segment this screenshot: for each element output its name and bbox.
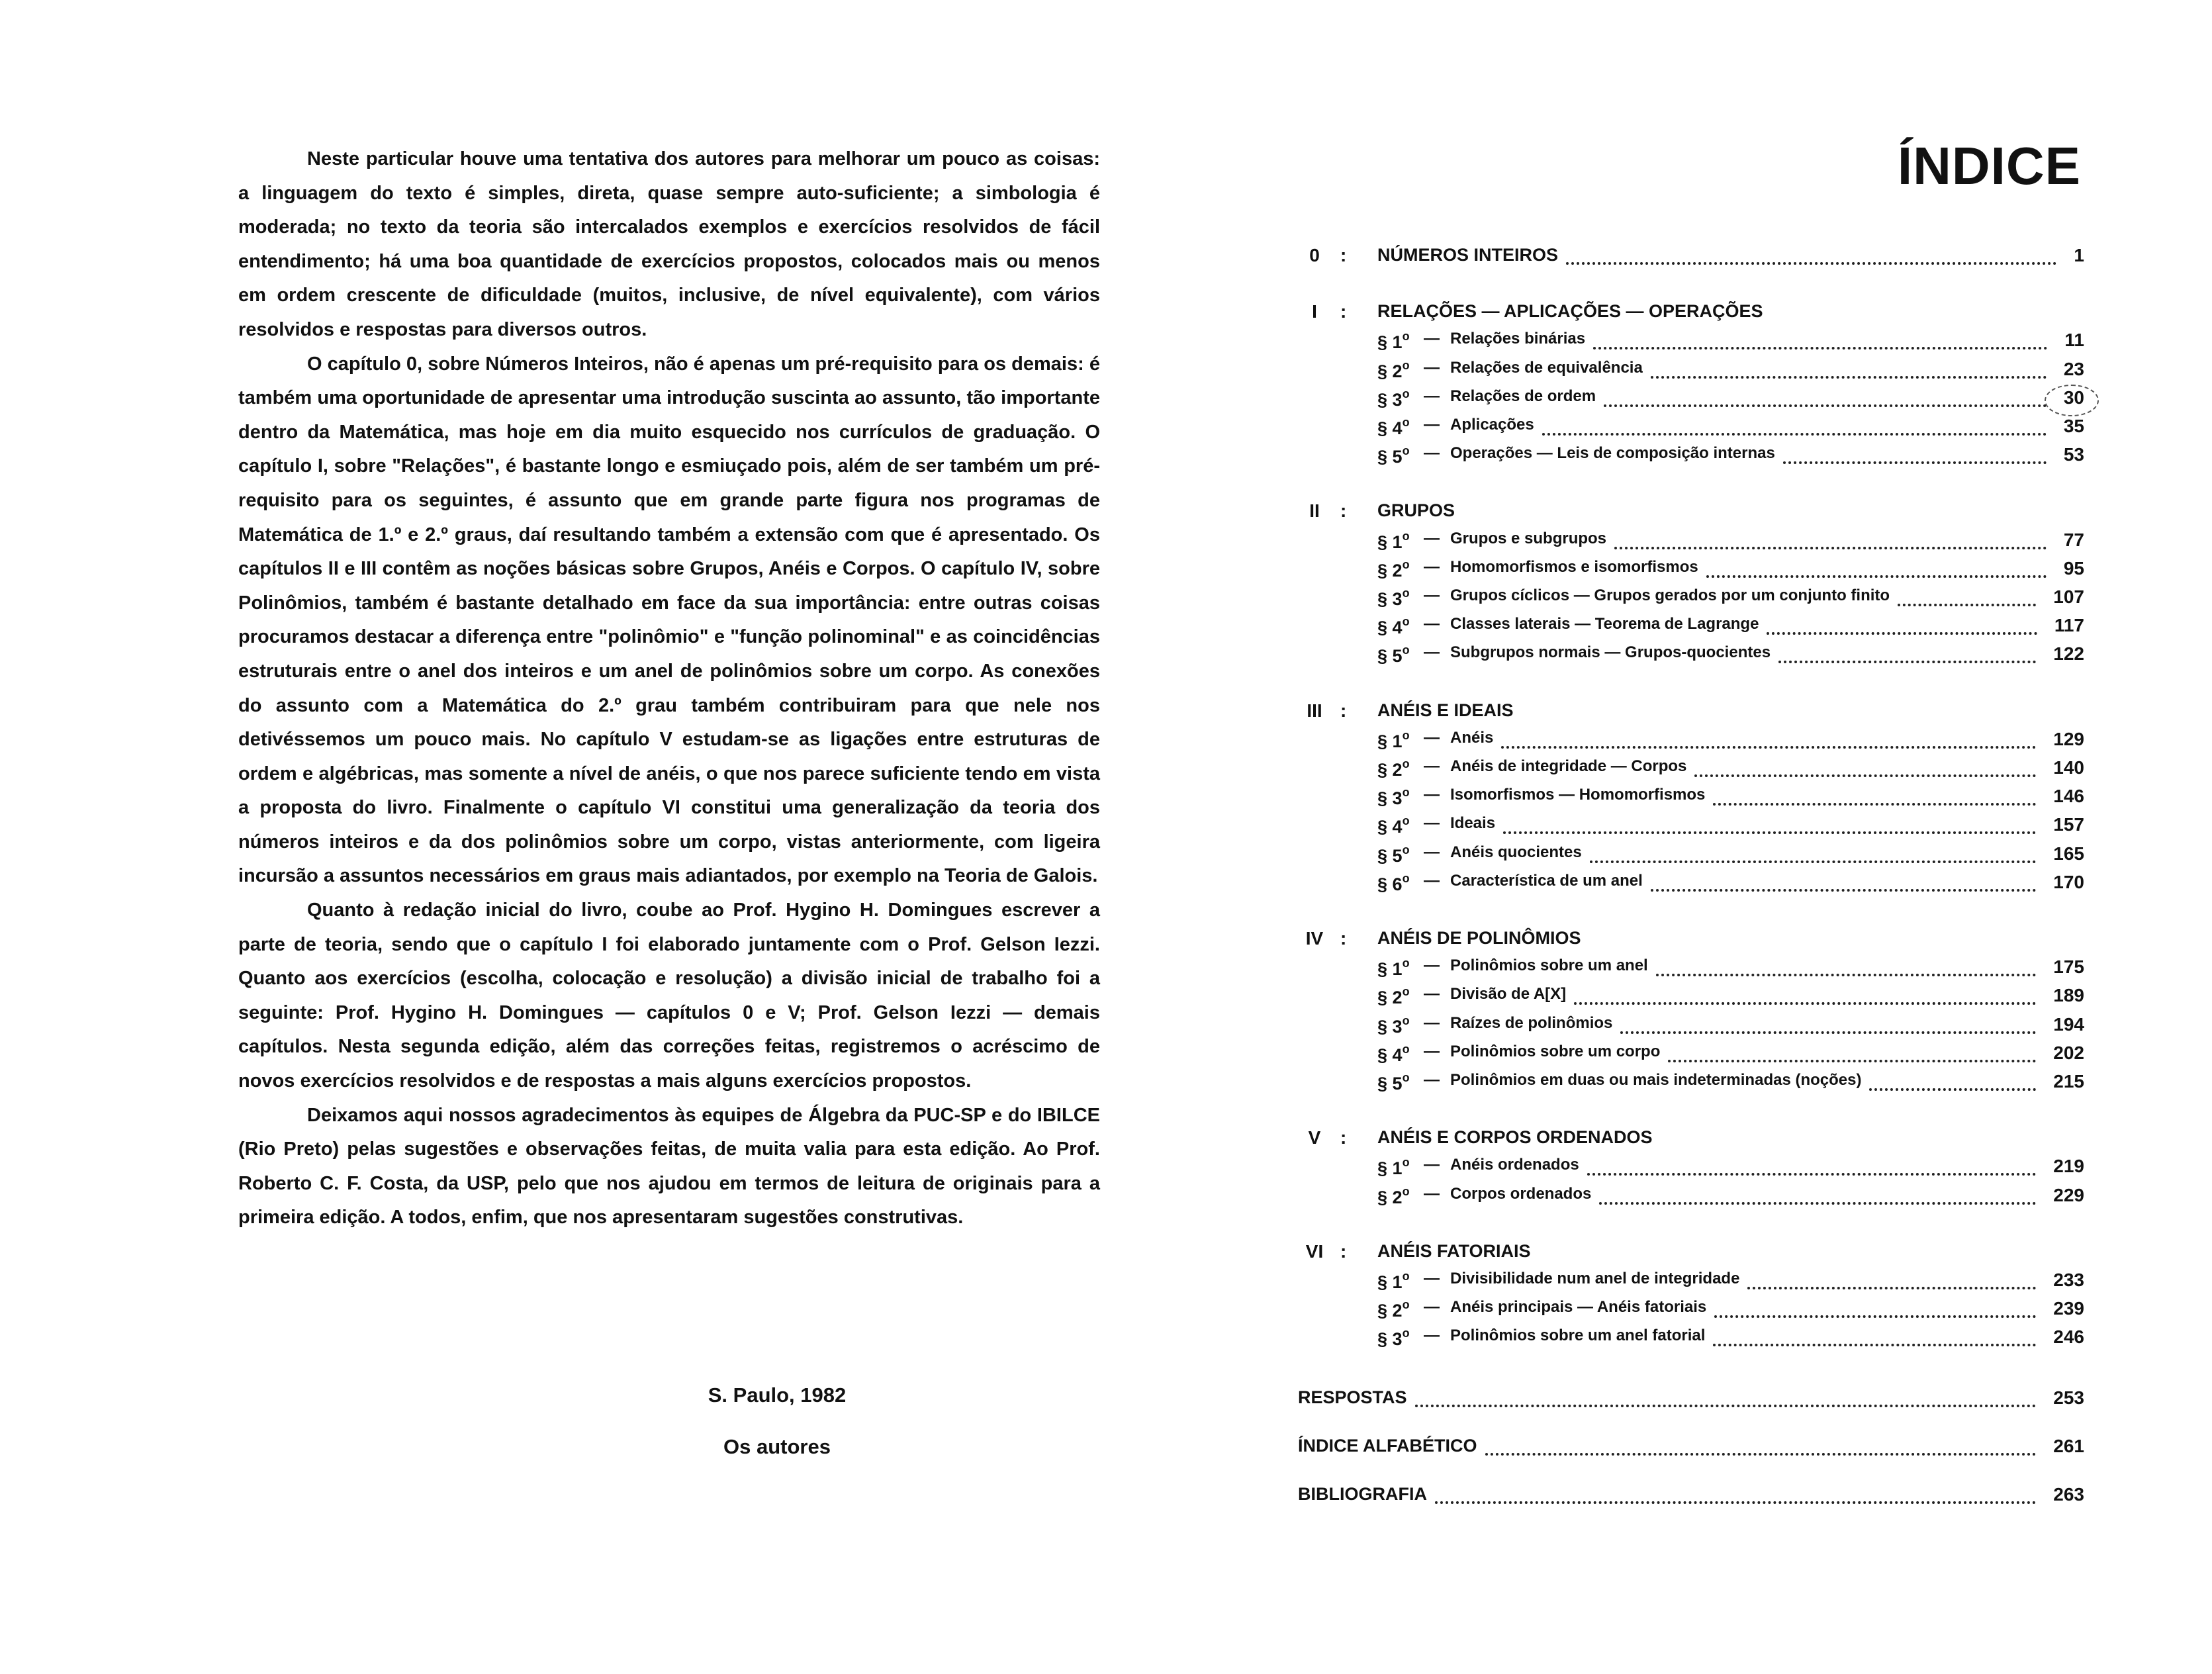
leader-dots bbox=[1593, 344, 2047, 349]
toc-endmatter-row bbox=[1298, 1484, 2084, 1511]
section-index: 2 bbox=[1387, 988, 1403, 1008]
leader-dots bbox=[1714, 1313, 2036, 1318]
toc-section-row bbox=[1298, 872, 2084, 898]
page-number: 77 bbox=[2063, 529, 2084, 550]
toc-section-row bbox=[1298, 444, 2084, 471]
section-symbol: § bbox=[1377, 618, 1388, 638]
dash: — bbox=[1424, 1013, 1440, 1032]
dash: — bbox=[1424, 444, 1440, 463]
toc-chapter-row bbox=[1298, 500, 2084, 527]
section-symbol: § bbox=[1377, 788, 1388, 809]
section-index: 2 bbox=[1387, 760, 1403, 780]
toc-section-row bbox=[1298, 956, 2084, 983]
dash: — bbox=[1424, 728, 1440, 747]
dash: — bbox=[1424, 814, 1440, 833]
chapter-title: NÚMEROS INTEIROS bbox=[1377, 245, 1562, 265]
toc-section-row bbox=[1298, 1071, 2084, 1097]
section-index: 4 bbox=[1387, 618, 1403, 638]
section-index: 2 bbox=[1387, 1187, 1403, 1207]
section-title: Homomorfismos e isomorfismos bbox=[1450, 558, 1702, 577]
section-symbol: § bbox=[1377, 1074, 1388, 1093]
chapter-title: ANÉIS DE POLINÔMIOS bbox=[1377, 928, 1585, 949]
toc-section-row bbox=[1298, 786, 2084, 812]
preface-text bbox=[238, 142, 1100, 1235]
page-number: 239 bbox=[2053, 1298, 2084, 1319]
dash: — bbox=[1424, 1042, 1440, 1060]
leader-dots bbox=[1574, 1000, 2036, 1005]
dash: — bbox=[1424, 1156, 1440, 1174]
separator: : bbox=[1340, 500, 1347, 522]
leader-dots bbox=[1767, 629, 2037, 635]
leader-dots bbox=[1656, 971, 2036, 976]
separator: : bbox=[1340, 1127, 1347, 1148]
page-number: 233 bbox=[2053, 1270, 2084, 1290]
section-number bbox=[1377, 530, 1410, 553]
leader-dots bbox=[1485, 1450, 2036, 1456]
ordinal-mark: o bbox=[1402, 416, 1410, 429]
section-symbol: § bbox=[1377, 874, 1388, 894]
section-number bbox=[1377, 1298, 1410, 1321]
section-index: 1 bbox=[1387, 959, 1403, 980]
section-index: 2 bbox=[1387, 1301, 1403, 1321]
section-index: 3 bbox=[1387, 788, 1403, 809]
chapter-title: ANÉIS E IDEAIS bbox=[1377, 700, 1518, 721]
ordinal-mark: o bbox=[1402, 529, 1410, 543]
section-number bbox=[1377, 586, 1410, 610]
section-number bbox=[1377, 558, 1410, 581]
section-index: 4 bbox=[1387, 418, 1403, 438]
page-number: 117 bbox=[2054, 615, 2084, 636]
leader-dots bbox=[1415, 1402, 2036, 1407]
toc-section-row bbox=[1298, 558, 2084, 584]
section-title: Subgrupos normais — Grupos-quocientes bbox=[1450, 643, 1774, 662]
ordinal-mark: o bbox=[1402, 1184, 1410, 1198]
ordinal-mark: o bbox=[1402, 1156, 1410, 1170]
toc-chapter-row bbox=[1298, 245, 2084, 271]
page-number: 253 bbox=[2053, 1387, 2084, 1408]
ordinal-mark: o bbox=[1402, 1071, 1410, 1084]
section-symbol: § bbox=[1377, 959, 1388, 980]
section-index: 5 bbox=[1387, 646, 1403, 667]
section-title: Característica de um anel bbox=[1450, 872, 1647, 890]
chapter-title: GRUPOS bbox=[1377, 500, 1459, 521]
toc-section-row bbox=[1298, 586, 2084, 613]
dash: — bbox=[1424, 786, 1440, 804]
toc-section-row bbox=[1298, 387, 2084, 414]
section-title: Grupos cíclicos — Grupos gerados por um conjunto finito bbox=[1450, 586, 1894, 605]
dash: — bbox=[1424, 416, 1440, 434]
section-index: 5 bbox=[1387, 845, 1403, 866]
section-number bbox=[1377, 1014, 1410, 1037]
chapter-numeral: III bbox=[1307, 700, 1322, 721]
leader-dots bbox=[1435, 1499, 2036, 1504]
page-number: 95 bbox=[2063, 557, 2084, 579]
toc-section-row bbox=[1298, 1043, 2084, 1069]
chapter-title: ANÉIS E CORPOS ORDENADOS bbox=[1377, 1127, 1657, 1148]
preface-paragraph: Deixamos aqui nossos agradecimentos às equipes de Álgebra da PUC-SP e do IBILCE (Rio Preto) pelas sugestões e observações feitas, de muita valia para esta edição. Ao Prof. Roberto C. F. Costa, da USP, pelo que nos ajudou em termos de leitura de originais para a primeira edição. A todos, enfim, que nos apresentaram sugestões construtivas. bbox=[238, 1104, 1100, 1229]
section-number bbox=[1377, 643, 1410, 667]
page-number: 261 bbox=[2053, 1435, 2084, 1456]
ordinal-mark: o bbox=[1402, 843, 1410, 857]
leader-dots bbox=[1542, 430, 2047, 436]
chapter-numeral: IV bbox=[1305, 928, 1324, 949]
toc-chapter-row bbox=[1298, 301, 2084, 328]
toc-chapter-row bbox=[1298, 700, 2084, 727]
ordinal-mark: o bbox=[1402, 358, 1410, 372]
section-number bbox=[1377, 729, 1410, 752]
dash: — bbox=[1424, 358, 1440, 377]
page-number: 129 bbox=[2053, 728, 2084, 749]
section-number bbox=[1377, 786, 1410, 809]
toc-chapter-row bbox=[1298, 928, 2084, 954]
leader-dots bbox=[1590, 858, 2036, 863]
leader-dots bbox=[1668, 1057, 2036, 1062]
section-symbol: § bbox=[1377, 361, 1388, 381]
toc-section-row bbox=[1298, 643, 2084, 670]
section-symbol: § bbox=[1377, 560, 1388, 581]
toc-section-row bbox=[1298, 814, 2084, 841]
leader-dots bbox=[1783, 459, 2047, 464]
dash: — bbox=[1424, 843, 1440, 861]
section-title: Aplicações bbox=[1450, 416, 1538, 434]
preface-paragraph: O capítulo 0, sobre Números Inteiros, não é apenas um pré-requisito para os demais: é também uma oportunidade de apresentar uma introdução suscinta ao assunto, tão importante dentro da Matemática, mas hoje em dia muito esquecido nos currículos de graduação. O capítulo I, sobre "Relações", é bastante longo e esmiuçado pois, além de ser também um pré-requisito para os seguintes, é assunto que em grande parte figura nos programas de Matemática de 1.º e 2.º graus, daí resultando também a extensão com que é apresentado. Os capítulos II e III contêm as noções básicas sobre Grupos, Anéis e Corpos. O capítulo IV, sobre Polinômios, também é bastante detalhado em face da sua importância: entre outras coisas procuramos destacar a diferença entre "polinômio" e "função polinominal" e as coincidências estruturais entre o anel dos inteiros e um anel de polinômios sobre um corpo. As conexões do assunto com a Matemática do 2.º grau também contribuiram para que nele nos detivéssemos um pouco mais. No capítulo V estudam-se as ligações entre estruturas de ordem e algébricas, mas somente a nível de anéis, o que nos parece suficiente tendo em vista a proposta do livro. Finalmente o capítulo VI constitui uma generalização da teoria dos números inteiros e da dos polinômios sobre um corpo, vistas anteriormente, com ligeira incursão a assuntos necessários em graus mais adiantados, por exemplo na Teoria de Galois. bbox=[238, 353, 1100, 887]
section-title: Corpos ordenados bbox=[1450, 1185, 1595, 1203]
page-number: 175 bbox=[2053, 956, 2084, 978]
ordinal-mark: o bbox=[1402, 757, 1410, 770]
leader-dots bbox=[1869, 1086, 2036, 1091]
section-index: 1 bbox=[1387, 731, 1403, 751]
section-number bbox=[1377, 444, 1410, 467]
section-symbol: § bbox=[1377, 817, 1388, 837]
preface-paragraph: Neste particular houve uma tentativa dos autores para melhorar um pouco as coisas: a linguagem do texto é simples, direta, quase sempre auto-suficiente; a simbologia é moderada; no texto da teoria são intercalados exemplos e exercícios resolvidos de fácil entendimento; há uma boa quantidade de exercícios propostos, colocados mais ou menos em ordem crescente de dificuldade (muitos, inclusive, de nível equivalente), com vários resolvidos e respostas para diversos outros. bbox=[238, 148, 1100, 340]
preface-paragraph: Quanto à redação inicial do livro, coube ao Prof. Hygino H. Domingues escrever a parte de teoria, sendo que o capítulo I foi elaborado juntamente com o Prof. Gelson Iezzi. Quanto aos exercícios (escolha, colocação e resolução) a divisão inicial de trabalho foi a seguinte: Prof. Hygino H. Domingues — capítulos 0 e V; Prof. Gelson Iezzi — demais capítulos. Nesta segunda edição, além das correções feitas, registremos o acréscimo de novos exercícios resolvidos e de respostas a mais alguns exercícios propostos. bbox=[238, 900, 1100, 1092]
page-number: 23 bbox=[2063, 358, 2084, 379]
chapter-numeral: I bbox=[1312, 301, 1317, 322]
section-index: 3 bbox=[1387, 1016, 1403, 1037]
section-number bbox=[1377, 757, 1410, 780]
toc-section-row bbox=[1298, 1185, 2084, 1211]
endmatter-title: ÍNDICE ALFABÉTICO bbox=[1298, 1436, 1481, 1456]
dash: — bbox=[1424, 586, 1440, 604]
section-number bbox=[1377, 956, 1410, 980]
pencil-circle bbox=[2045, 385, 2099, 416]
ordinal-mark: o bbox=[1402, 1270, 1410, 1283]
chapter-title: RELAÇÕES — APLICAÇÕES — OPERAÇÕES bbox=[1377, 301, 1767, 322]
toc-section-row bbox=[1298, 757, 2084, 784]
ordinal-mark: o bbox=[1402, 387, 1410, 400]
section-index: 1 bbox=[1387, 1272, 1403, 1292]
toc-title: ÍNDICE bbox=[1897, 136, 2081, 195]
leader-dots bbox=[1778, 658, 2036, 663]
leader-dots bbox=[1713, 800, 2036, 806]
dash: — bbox=[1424, 871, 1440, 890]
ordinal-mark: o bbox=[1402, 1013, 1410, 1027]
toc-section-row bbox=[1298, 1298, 2084, 1325]
dash: — bbox=[1424, 615, 1440, 633]
dash: — bbox=[1424, 757, 1440, 775]
section-number bbox=[1377, 1071, 1410, 1094]
section-number bbox=[1377, 416, 1410, 439]
toc-section-row bbox=[1298, 530, 2084, 556]
page-number: 122 bbox=[2053, 643, 2084, 665]
page-number: 194 bbox=[2053, 1013, 2084, 1035]
toc-chapter-row bbox=[1298, 1127, 2084, 1154]
section-symbol: § bbox=[1377, 731, 1388, 751]
leader-dots bbox=[1651, 886, 2036, 892]
chapter-numeral: V bbox=[1308, 1127, 1321, 1148]
leader-dots bbox=[1604, 402, 2047, 407]
section-index: 5 bbox=[1387, 1074, 1403, 1093]
dash: — bbox=[1424, 387, 1440, 405]
section-index: 2 bbox=[1387, 560, 1403, 581]
ordinal-mark: o bbox=[1402, 643, 1410, 657]
section-symbol: § bbox=[1377, 389, 1388, 410]
dash: — bbox=[1424, 557, 1440, 576]
ordinal-mark: o bbox=[1402, 1326, 1410, 1340]
page-number: 107 bbox=[2053, 586, 2084, 607]
page-number: 215 bbox=[2053, 1071, 2084, 1092]
page-number: 35 bbox=[2063, 416, 2084, 436]
toc-section-row bbox=[1298, 1270, 2084, 1296]
section-symbol: § bbox=[1377, 1301, 1388, 1321]
section-symbol: § bbox=[1377, 646, 1388, 667]
separator: : bbox=[1340, 245, 1347, 265]
section-number bbox=[1377, 1043, 1410, 1066]
section-title: Polinômios sobre um anel bbox=[1450, 956, 1652, 975]
section-title: Relações binárias bbox=[1450, 330, 1589, 348]
chapter-numeral: 0 bbox=[1309, 245, 1320, 265]
section-title: Ideais bbox=[1450, 814, 1499, 833]
section-title: Operações — Leis de composição internas bbox=[1450, 444, 1779, 463]
section-title: Anéis bbox=[1450, 729, 1497, 747]
section-number bbox=[1377, 615, 1410, 638]
section-symbol: § bbox=[1377, 1016, 1388, 1037]
section-index: 4 bbox=[1387, 817, 1403, 837]
leader-dots bbox=[1706, 573, 2047, 578]
ordinal-mark: o bbox=[1402, 1298, 1410, 1312]
leader-dots bbox=[1898, 601, 2036, 606]
leader-dots bbox=[1503, 829, 2036, 834]
ordinal-mark: o bbox=[1402, 814, 1410, 828]
toc-section-row bbox=[1298, 985, 2084, 1011]
section-number bbox=[1377, 872, 1410, 895]
authors-signature: Os autores bbox=[723, 1435, 831, 1458]
chapter-numeral: II bbox=[1309, 500, 1320, 522]
toc-chapter-row bbox=[1298, 1241, 2084, 1268]
leader-dots bbox=[1694, 772, 2036, 777]
leader-dots bbox=[1747, 1284, 2036, 1289]
section-number bbox=[1377, 330, 1410, 353]
leader-dots bbox=[1620, 1029, 2036, 1034]
leader-dots bbox=[1501, 743, 2036, 749]
ordinal-mark: o bbox=[1402, 985, 1410, 999]
leader-dots bbox=[1614, 544, 2047, 549]
section-number bbox=[1377, 843, 1410, 866]
endmatter-title: RESPOSTAS bbox=[1298, 1387, 1411, 1408]
section-index: 3 bbox=[1387, 389, 1403, 410]
toc-endmatter-row bbox=[1298, 1387, 2084, 1414]
toc-section-row bbox=[1298, 1326, 2084, 1353]
dash: — bbox=[1424, 330, 1440, 348]
section-symbol: § bbox=[1377, 1158, 1388, 1179]
page-number: 1 bbox=[2074, 245, 2084, 265]
ordinal-mark: o bbox=[1402, 871, 1410, 885]
page-number: 189 bbox=[2053, 985, 2084, 1006]
section-number bbox=[1377, 985, 1410, 1008]
chapter-numeral: VI bbox=[1305, 1240, 1324, 1262]
leader-dots bbox=[1713, 1341, 2036, 1346]
dash: — bbox=[1424, 529, 1440, 547]
page-number: 202 bbox=[2053, 1042, 2084, 1063]
section-title: Anéis principais — Anéis fatoriais bbox=[1450, 1298, 1710, 1317]
section-symbol: § bbox=[1377, 332, 1388, 353]
section-title: Relações de equivalência bbox=[1450, 359, 1647, 377]
separator: : bbox=[1340, 301, 1347, 322]
section-title: Anéis de integridade — Corpos bbox=[1450, 757, 1690, 776]
dash: — bbox=[1424, 956, 1440, 975]
toc-section-row bbox=[1298, 729, 2084, 755]
ordinal-mark: o bbox=[1402, 615, 1410, 629]
chapter-title: ANÉIS FATORIAIS bbox=[1377, 1241, 1535, 1262]
endmatter-title: BIBLIOGRAFIA bbox=[1298, 1484, 1431, 1505]
section-title: Classes laterais — Teorema de Lagrange bbox=[1450, 615, 1763, 633]
leader-dots bbox=[1651, 373, 2047, 379]
ordinal-mark: o bbox=[1402, 330, 1410, 344]
toc-section-row bbox=[1298, 1156, 2084, 1182]
section-title: Anéis ordenados bbox=[1450, 1156, 1583, 1174]
section-symbol: § bbox=[1377, 589, 1388, 609]
dash: — bbox=[1424, 1298, 1440, 1317]
leader-dots bbox=[1566, 259, 2056, 265]
ordinal-mark: o bbox=[1402, 444, 1410, 458]
ordinal-mark: o bbox=[1402, 956, 1410, 970]
section-index: 3 bbox=[1387, 589, 1403, 609]
section-index: 5 bbox=[1387, 447, 1403, 467]
page-number: 246 bbox=[2053, 1326, 2084, 1348]
dash: — bbox=[1424, 1270, 1440, 1287]
toc-endmatter-row bbox=[1298, 1436, 2084, 1462]
section-index: 1 bbox=[1387, 332, 1403, 353]
separator: : bbox=[1340, 928, 1347, 949]
section-symbol: § bbox=[1377, 1272, 1388, 1292]
section-number bbox=[1377, 1185, 1410, 1208]
place-date: S. Paulo, 1982 bbox=[708, 1383, 847, 1407]
section-symbol: § bbox=[1377, 532, 1388, 552]
section-symbol: § bbox=[1377, 418, 1388, 438]
page-number: 170 bbox=[2053, 871, 2084, 892]
section-index: 6 bbox=[1387, 874, 1403, 894]
dash: — bbox=[1424, 1184, 1440, 1203]
page-number: 263 bbox=[2053, 1483, 2084, 1505]
section-title: Divisibilidade num anel de integridade bbox=[1450, 1270, 1743, 1288]
section-title: Polinômios em duas ou mais indeterminadas (noções) bbox=[1450, 1071, 1865, 1090]
toc-section-row bbox=[1298, 416, 2084, 442]
ordinal-mark: o bbox=[1402, 728, 1410, 742]
page-number: 140 bbox=[2053, 757, 2084, 778]
page-number: 165 bbox=[2053, 843, 2084, 864]
section-title: Grupos e subgrupos bbox=[1450, 530, 1610, 548]
section-title: Polinômios sobre um corpo bbox=[1450, 1043, 1664, 1061]
section-symbol: § bbox=[1377, 760, 1388, 780]
section-index: 1 bbox=[1387, 532, 1403, 552]
page-number: 53 bbox=[2063, 444, 2084, 465]
section-number bbox=[1377, 1156, 1410, 1179]
page-number: 11 bbox=[2064, 330, 2084, 351]
section-number bbox=[1377, 1326, 1410, 1350]
section-index: 1 bbox=[1387, 1158, 1403, 1179]
section-number bbox=[1377, 359, 1410, 382]
ordinal-mark: o bbox=[1402, 586, 1410, 600]
ordinal-mark: o bbox=[1402, 786, 1410, 800]
page-number: 219 bbox=[2053, 1156, 2084, 1177]
separator: : bbox=[1340, 1240, 1347, 1262]
section-title: Polinômios sobre um anel fatorial bbox=[1450, 1326, 1709, 1345]
section-symbol: § bbox=[1377, 988, 1388, 1008]
section-index: 4 bbox=[1387, 1045, 1403, 1065]
toc-section-row bbox=[1298, 843, 2084, 870]
dash: — bbox=[1424, 643, 1440, 662]
section-title: Relações de ordem bbox=[1450, 387, 1600, 406]
section-symbol: § bbox=[1377, 1045, 1388, 1065]
section-title: Isomorfismos — Homomorfismos bbox=[1450, 786, 1709, 804]
page-number: 146 bbox=[2053, 786, 2084, 807]
section-number bbox=[1377, 387, 1410, 410]
page-number: 229 bbox=[2053, 1184, 2084, 1205]
leader-dots bbox=[1599, 1199, 2036, 1205]
page-number: 157 bbox=[2053, 814, 2084, 835]
section-title: Anéis quocientes bbox=[1450, 843, 1586, 862]
dash: — bbox=[1424, 1071, 1440, 1089]
section-index: 2 bbox=[1387, 361, 1403, 381]
section-title: Divisão de A[X] bbox=[1450, 985, 1570, 1003]
toc-section-row bbox=[1298, 330, 2084, 356]
section-index: 3 bbox=[1387, 1329, 1403, 1350]
section-number bbox=[1377, 1270, 1410, 1293]
section-title: Raízes de polinômios bbox=[1450, 1014, 1616, 1033]
toc-section-row bbox=[1298, 1014, 2084, 1041]
section-symbol: § bbox=[1377, 845, 1388, 866]
toc-section-row bbox=[1298, 359, 2084, 385]
section-symbol: § bbox=[1377, 1187, 1388, 1207]
dash: — bbox=[1424, 985, 1440, 1003]
section-number bbox=[1377, 814, 1410, 837]
toc-section-row bbox=[1298, 615, 2084, 641]
leader-dots bbox=[1587, 1170, 2036, 1176]
right-page bbox=[1106, 0, 2212, 1674]
separator: : bbox=[1340, 700, 1347, 721]
dash: — bbox=[1424, 1326, 1440, 1345]
section-symbol: § bbox=[1377, 447, 1388, 467]
ordinal-mark: o bbox=[1402, 1042, 1410, 1056]
page-number: 30 bbox=[2063, 387, 2084, 408]
ordinal-mark: o bbox=[1402, 557, 1410, 571]
section-symbol: § bbox=[1377, 1329, 1388, 1350]
